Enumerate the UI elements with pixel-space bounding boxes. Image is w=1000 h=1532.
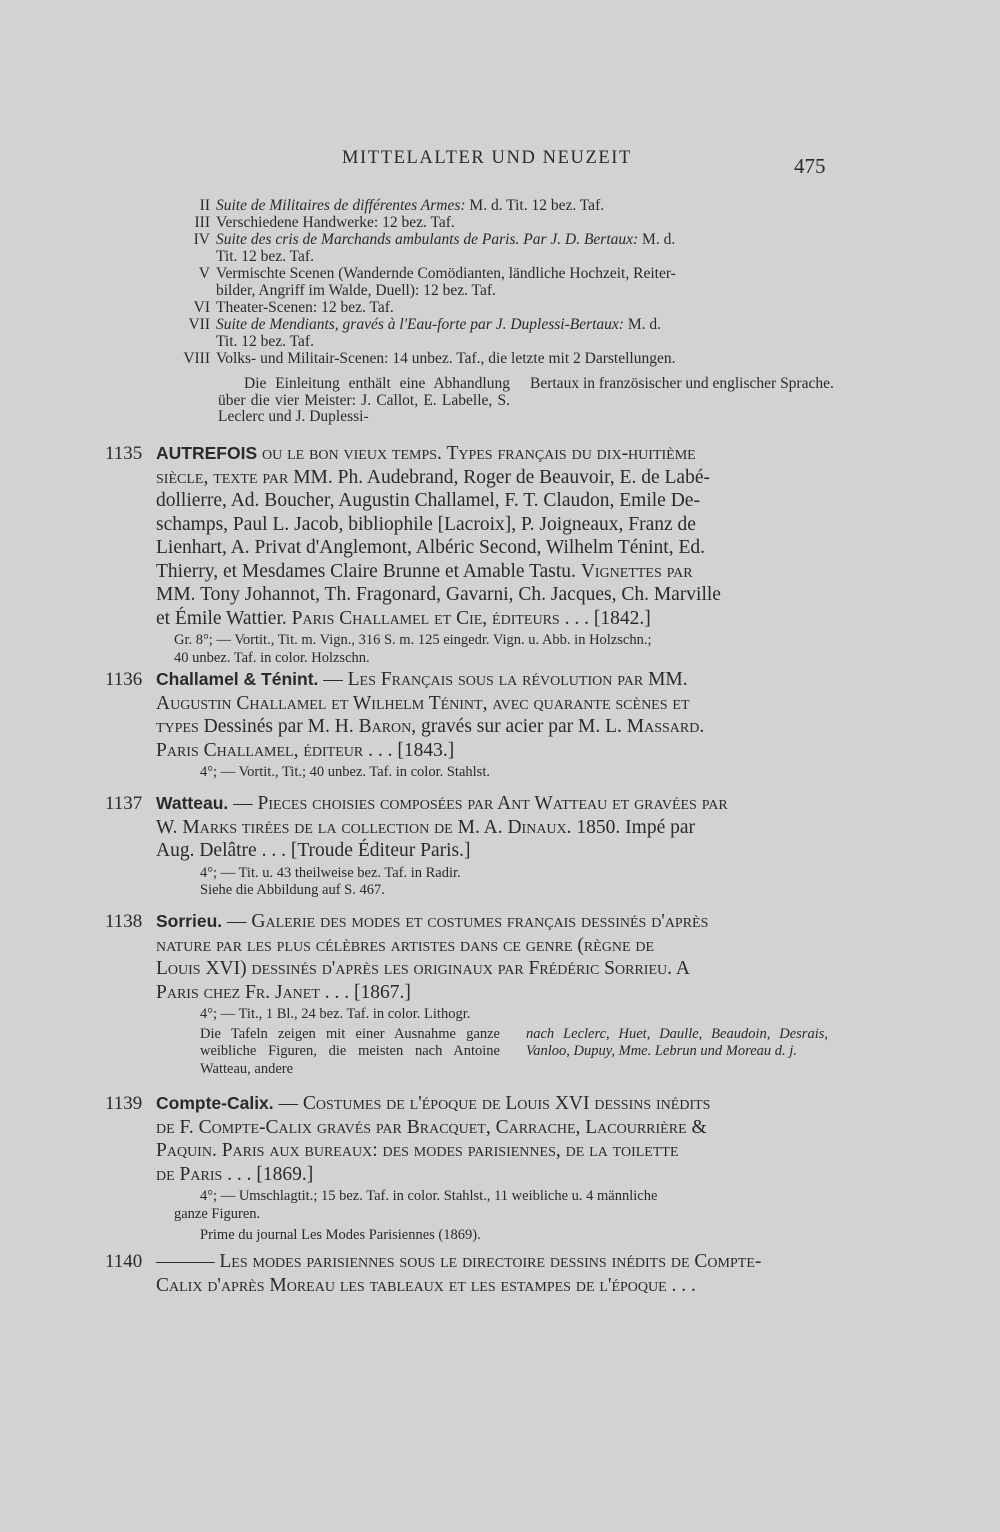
series-text: M. d. Tit. 12 bez. Taf. [465,197,605,214]
entry-text: Massard [626,716,700,737]
entry-text: Lienhart, A. Privat d'Anglemont, Albéric Second, Wilhelm Ténint, Ed. [156,537,705,558]
entry-text: [1843.] [392,739,455,761]
entry-text: [1867.] [349,981,411,1003]
entry-line [156,489,828,513]
entry-text: W. Marks tirées de la collection de [156,816,453,838]
plate-series-item [172,232,836,265]
plate-series-item [172,300,836,317]
entry-number: 1139 [105,1093,143,1114]
series-text: Suite des cris de Marchands ambulants de Paris. Par J. D. Bertaux: [216,231,639,248]
entry-text: et Émile Wattier. [156,607,292,629]
series-number: VIII [183,350,210,367]
series-text: M. d. [623,316,662,333]
entry-number: 1136 [105,669,143,690]
entry-title-block [156,668,828,762]
entry-note: ganze Figuren. [174,1205,261,1222]
entry-line [156,560,828,584]
entry-line [156,583,828,607]
plate-series-item [172,351,836,368]
entry-text: — [318,669,348,690]
series-number: III [194,214,210,231]
entry-text: — [228,793,258,814]
entry-line [156,934,828,958]
entry-title-block [156,1092,828,1186]
entry-text: Augustin Challamel et Wilhelm Ténint, avec quarante scènes et [156,692,690,714]
entry-text: de F. Compte-Calix gravés par Bracquet, Carrache, Lacourrière & [156,1116,707,1138]
entry-line [156,1274,828,1298]
intro-left-column: Die Einleitung enthält eine Abhandlung über die vier Meister: J. Callot, E. Labelle, S. Leclerc und J. Duplessi- [218,375,510,425]
entry-line [156,715,828,739]
entry-note: 4°; — Vortit., Tit.; 40 unbez. Taf. in color. Stahlst. [200,764,490,780]
plate-series-item [172,198,836,215]
entry-title-block [156,910,828,1004]
entry-text: [1869.] [251,1163,314,1185]
entry-text: . [699,716,705,737]
entry-text: ——— [156,1251,220,1272]
plate-series-item [172,317,836,350]
entry-line [156,792,828,816]
series-text: Theater-Scenen: 12 bez. Taf. [216,299,394,316]
entry-text: Pieces choisies composées par Ant Watteau et gravées par [257,793,728,814]
series-text: M. d. [638,231,676,248]
entry-line [156,981,828,1005]
plate-series-item [172,215,836,232]
entry-line [156,910,828,934]
entry-text: Dessinés par M. H. [198,716,359,737]
entry-line [156,739,828,763]
entry-text: Dinaux [507,816,567,838]
entry-line [156,1092,828,1116]
entry-number: 1135 [105,443,143,464]
running-title: MITTELALTER UND NEUZEIT [342,148,632,168]
series-number: VI [193,299,210,316]
entry-text: siècle, texte par [156,466,289,488]
entry-line [156,1139,828,1163]
entry-text: Vignettes par [580,560,693,582]
entry-line [156,816,828,840]
series-text: Suite de Militaires de différentes Armes: [216,197,466,214]
entry-note: Siehe die Abbildung auf S. 467. [200,882,385,898]
entry-title-block [156,1250,828,1297]
entry-line [156,1116,828,1140]
entry-title-block [156,442,828,630]
entry-text: Les modes parisiennes sous le directoire dessins inédits de Compte- [219,1251,762,1272]
series-number: VII [188,316,210,333]
intro-right-column: Bertaux in französischer und englischer Sprache. [530,375,834,392]
entry-text: Paris chez Fr. Janet . . . [156,981,350,1003]
entry-text: Costumes de l'époque de Louis XVI dessins inédits [302,1093,711,1114]
entry-name: AUTREFOIS [156,443,258,463]
entry-text: MM. Tony Johannot, Th. Fragonard, Gavarni, Ch. Jacques, Ch. Marville [156,584,721,605]
series-number: IV [193,231,210,248]
entry-text: A [672,958,690,979]
series-continuation: Tit. 12 bez. Taf. [216,332,314,350]
entry-note: 40 unbez. Taf. in color. Holzschn. [174,649,370,666]
entry-text: MM. [643,669,688,690]
entry-title-block [156,792,828,863]
entry-text: , gravés sur acier par M. L. [411,716,627,737]
entry-text: ou le bon vieux temps. Types français du dix-huitième [257,443,696,464]
entry-note: Prime du journal Les Modes Parisiennes (1869). [200,1227,481,1243]
entry-line [156,957,828,981]
entry-text: schamps, Paul L. Jacob, bibliophile [Lacroix], P. Joigneaux, Franz de [156,513,696,535]
page-number: 475 [794,154,826,178]
series-continuation: Tit. 12 bez. Taf. [216,247,314,265]
plate-series-item [172,266,836,299]
entry-text: MM. Ph. Audebrand, Roger de Beauvoir, E. de Labé- [288,466,710,488]
note-right-column: nach Leclerc, Huet, Daulle, Beaudoin, Desrais, Vanloo, Dupuy, Mme. Lebrun und Moreau d. j. [526,1025,828,1059]
entry-line [156,1163,828,1187]
series-number: V [198,265,210,282]
entry-text: Galerie des modes et costumes français dessinés d'après [251,911,709,932]
entry-name: Sorrieu. [156,911,223,931]
entry-text: nature par les plus célèbres artistes dans ce genre (règne de [156,934,655,956]
entry-text: Calix d'après Moreau les tableaux et les estampes de l'époque . . . [156,1274,696,1296]
entry-number: 1138 [105,911,143,932]
entry-text: Paris Challamel et Cie, éditeurs . . . [291,607,589,629]
entry-text: — [222,911,252,932]
entry-note: Gr. 8°; — Vortit., Tit. m. Vign., 316 S. m. 125 eingedr. Vign. u. Abb. in Holzschn.; [174,632,652,648]
intro-columns [212,376,832,428]
entry-text: Paris Challamel, éditeur . . . [156,739,393,761]
entry-name: Watteau. [156,793,229,813]
series-text: Volks- und Militair-Scenen: 14 unbez. Taf., die letzte mit 2 Darstellungen. [216,350,676,367]
entry-line [156,668,828,692]
entry-text: . 1850. Impé par [566,816,695,838]
entry-line [156,442,828,466]
entry-text: Les Français sous la révolution par [347,669,644,690]
entry-name: Challamel & Ténint. [156,669,319,689]
entry-line [156,536,828,560]
page-header [0,148,1000,178]
entry-note: 4°; — Tit. u. 43 theilweise bez. Taf. in Radir. [200,864,461,881]
entry-number: 1137 [105,793,143,814]
entry-name: Compte-Calix. [156,1093,274,1113]
entry-text: Thierry, et Mesdames Claire Brunne et Amable Tastu. [156,560,581,582]
entry-note: 4°; — Tit., 1 Bl., 24 bez. Taf. in color. Lithogr. [200,1006,471,1022]
entry-number: 1140 [105,1251,143,1272]
entry-line [156,607,828,631]
entry-text: Baron [358,716,412,737]
entry-line [156,466,828,490]
series-text: Verschiedene Handwerke: 12 bez. Taf. [216,214,455,231]
entry-line [156,839,828,863]
entry-line [156,1250,828,1274]
note-left-column: Die Tafeln zeigen mit einer Ausnahme ganze weibliche Figuren, die meisten nach Antoine Watteau, andere [200,1025,500,1077]
series-continuation: bilder, Angriff im Walde, Duell): 12 bez. Taf. [216,281,496,299]
entry-text: M. A. [452,816,508,838]
entry-text: dollierre, Ad. Boucher, Augustin Challamel, F. T. Claudon, Emile De- [156,490,700,511]
entry-text: types [156,716,199,737]
entry-line [156,513,828,537]
series-text: Suite de Mendiants, gravés à l'Eau-forte par J. Duplessi-Bertaux: [216,316,624,333]
series-text: Vermischte Scenen (Wandernde Comödianten, ländliche Hochzeit, Reiter- [216,265,676,282]
entry-text: de Paris . . . [156,1163,252,1185]
entry-text: Aug. Delâtre . . . [Troude Éditeur Paris.] [156,840,471,861]
entry-text: Paquin. Paris aux bureaux: des modes parisiennes, de la toilette [156,1140,679,1161]
entry-text: — [273,1093,303,1114]
entry-line [156,692,828,716]
entry-note: 4°; — Umschlagtit.; 15 bez. Taf. in color. Stahlst., 11 weibliche u. 4 männliche [200,1188,658,1204]
entry-text: Louis XVI) dessinés d'après les originaux par Frédéric Sorrieu. [156,958,673,979]
entry-text: [1842.] [588,607,651,629]
series-number: II [199,197,210,214]
